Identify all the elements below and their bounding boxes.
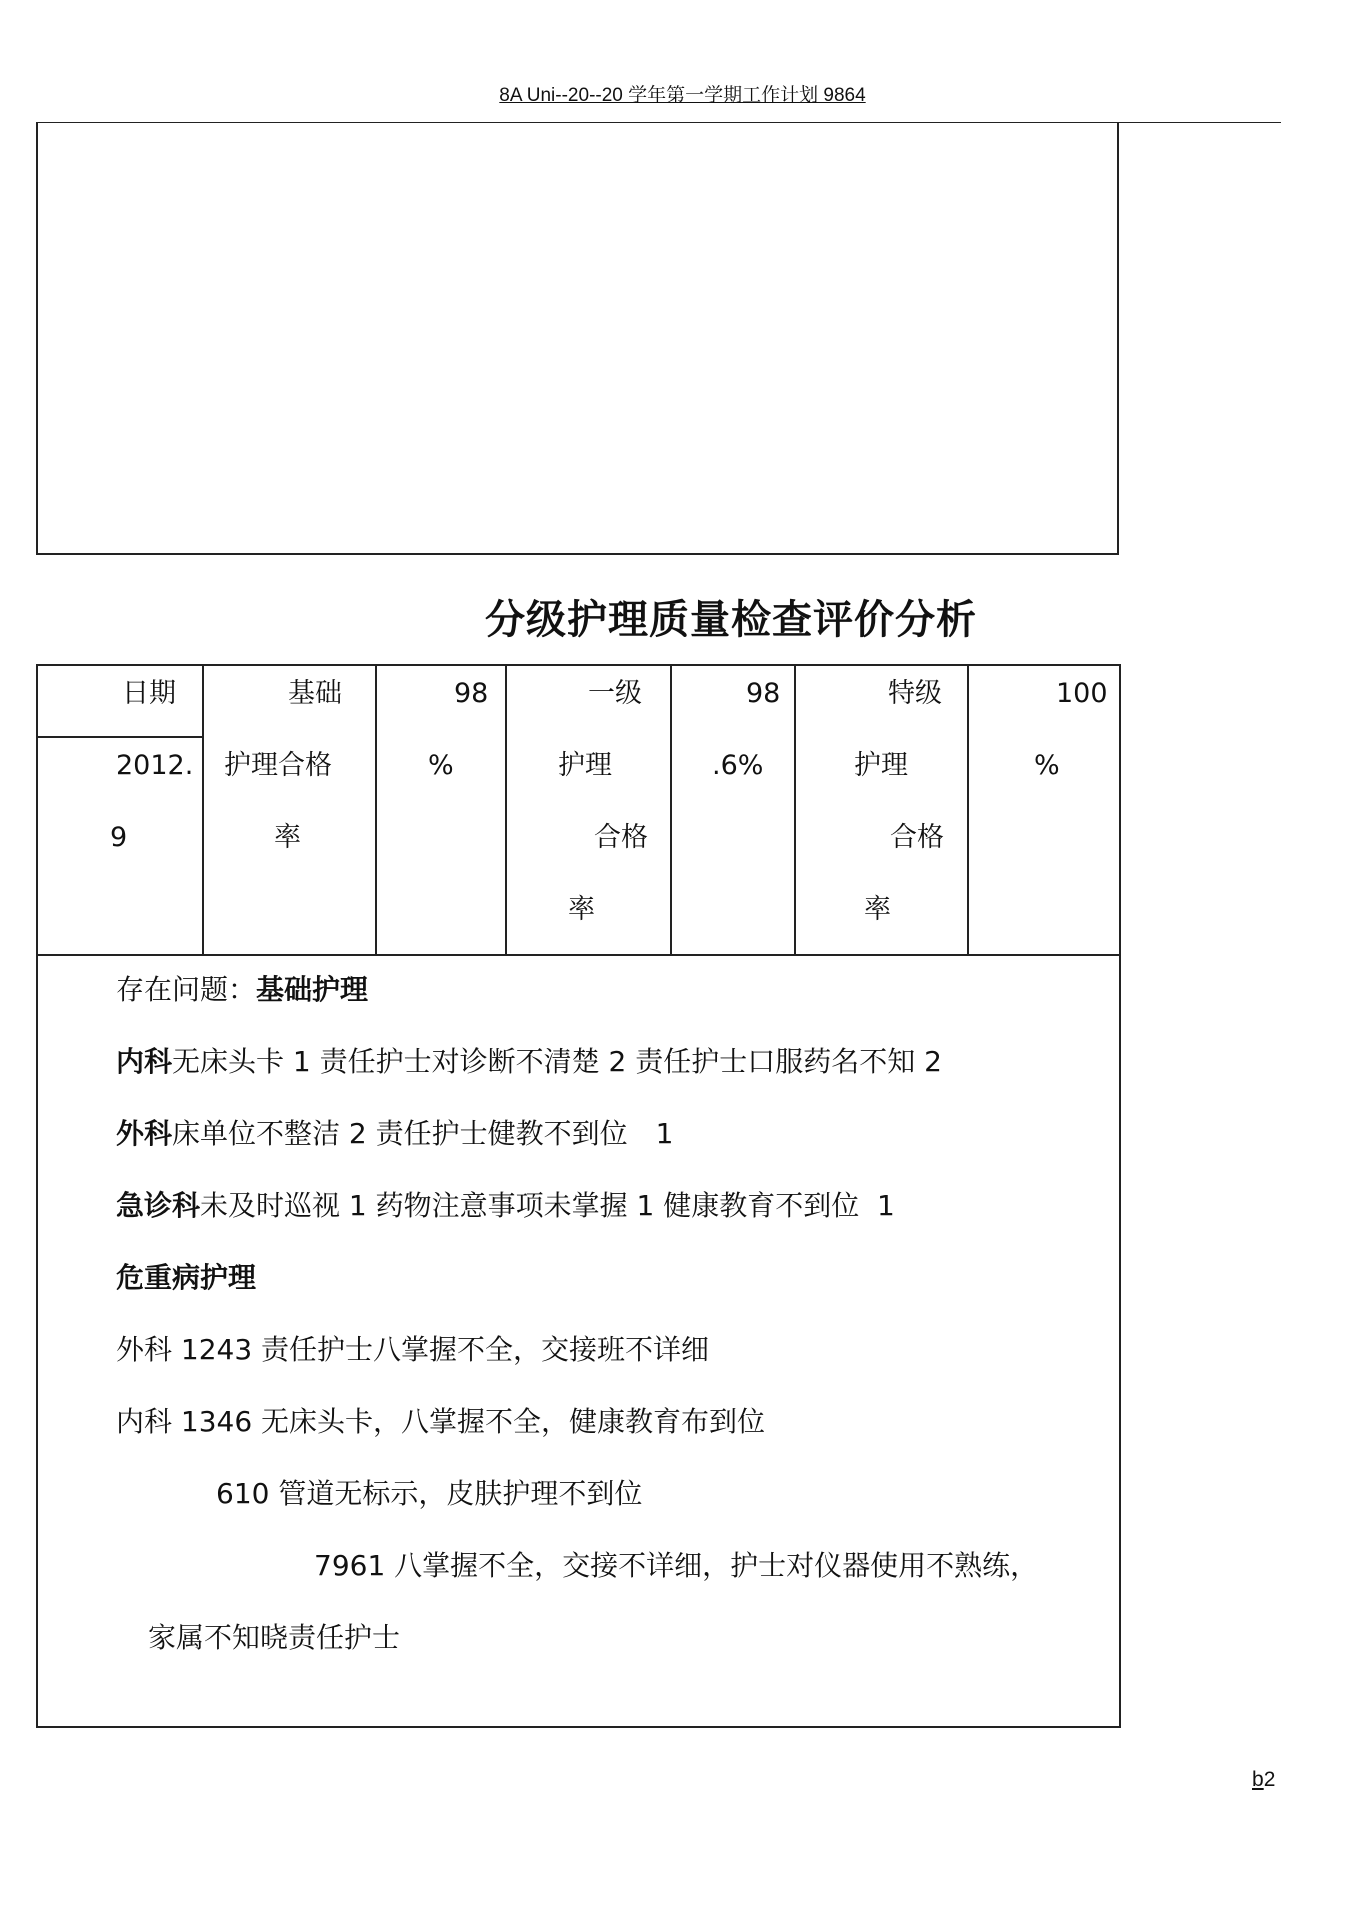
page-header: 8A Uni--20--20 学年第一学期工作计划 9864 bbox=[499, 85, 866, 106]
column-divider bbox=[670, 666, 672, 954]
page-number bbox=[1252, 1768, 1275, 1792]
page-number-prefix: b bbox=[1252, 1768, 1264, 1791]
critical-line-3: 610 管道无标示，皮肤护理不到位 bbox=[216, 1477, 643, 1510]
special-label-2: 护理 bbox=[854, 750, 908, 781]
waike-label: 外科 bbox=[116, 1117, 173, 1150]
special-label-4: 率 bbox=[864, 894, 891, 925]
neike-line bbox=[116, 1042, 942, 1082]
column-divider bbox=[202, 666, 204, 954]
special-label-1: 特级 bbox=[888, 678, 942, 709]
critical-heading: 危重病护理 bbox=[116, 1261, 257, 1294]
column-divider bbox=[505, 666, 507, 954]
basic-value-1: 98 bbox=[454, 678, 489, 709]
date-label: 日期 bbox=[122, 678, 176, 709]
special-value-1: 100 bbox=[1056, 678, 1108, 709]
column-divider bbox=[375, 666, 377, 954]
jizhen-text: 未及时巡视 1 药物注意事项未掌握 1 健康教育不到位 1 bbox=[200, 1189, 895, 1222]
page-number-digit: 2 bbox=[1263, 1768, 1276, 1791]
level1-value-2: .6% bbox=[712, 750, 764, 781]
problems-section bbox=[36, 954, 1121, 1728]
waike-line bbox=[116, 1114, 673, 1154]
problems-heading bbox=[116, 970, 368, 1010]
date-value-month: 9 bbox=[110, 822, 128, 853]
waike-text: 床单位不整洁 2 责任护士健教不到位 1 bbox=[172, 1117, 674, 1150]
critical-line-2: 内科 1346 无床头卡，八掌握不全，健康教育布到位 bbox=[116, 1405, 766, 1438]
critical-line-4: 7961 八掌握不全，交接不详细，护士对仪器使用不熟练， bbox=[314, 1549, 1039, 1582]
basic-value-2: % bbox=[428, 750, 454, 781]
date-value-year: 2012. bbox=[116, 750, 194, 781]
level1-label-4: 率 bbox=[568, 894, 595, 925]
level1-label-3: 合格 bbox=[594, 822, 648, 853]
neike-label: 内科 bbox=[116, 1045, 173, 1078]
level1-label-1: 一级 bbox=[588, 678, 642, 709]
special-label-3: 合格 bbox=[890, 822, 944, 853]
critical-line-5: 家属不知晓责任护士 bbox=[148, 1621, 401, 1654]
page-title: 分级护理质量检查评价分析 bbox=[485, 597, 977, 643]
level1-label-2: 护理 bbox=[558, 750, 612, 781]
basic-label-3: 率 bbox=[274, 822, 301, 853]
empty-box bbox=[36, 122, 1119, 555]
problems-heading-prefix: 存在问题： bbox=[116, 973, 257, 1006]
column-divider bbox=[967, 666, 969, 954]
problems-heading-bold: 基础护理 bbox=[256, 973, 369, 1006]
jizhen-label: 急诊科 bbox=[116, 1189, 201, 1222]
basic-label-2: 护理合格 bbox=[224, 750, 332, 781]
column-divider bbox=[794, 666, 796, 954]
quality-table bbox=[36, 664, 1121, 956]
level1-value-1: 98 bbox=[746, 678, 781, 709]
jizhen-line bbox=[116, 1186, 895, 1226]
neike-text: 无床头卡 1 责任护士对诊断不清楚 2 责任护士口服药名不知 2 bbox=[172, 1045, 942, 1078]
special-value-2: % bbox=[1034, 750, 1060, 781]
basic-label-1: 基础 bbox=[288, 678, 342, 709]
critical-line-1: 外科 1243 责任护士八掌握不全，交接班不详细 bbox=[116, 1333, 710, 1366]
